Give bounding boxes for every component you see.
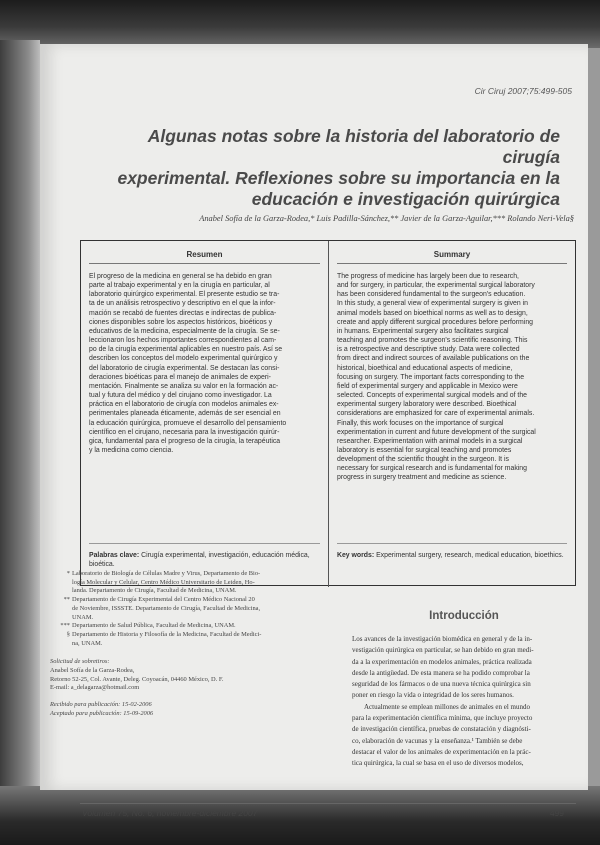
palabras-clave <box>89 551 320 569</box>
text-line: del laboratorio de cirugía experimental. Se destacan las consi- <box>89 364 280 372</box>
text-line: considerations are emphasized for care of experimental animals. <box>337 410 535 418</box>
text-line: la educación quirúrgica, promueve el desarrollo del pensamiento <box>89 419 287 427</box>
text-line: The progress of medicine has largely been due to research, <box>337 273 519 280</box>
footnote <box>50 622 292 631</box>
text-line: ciones disponibles sobre los aspectos históricos, bioéticos y <box>89 318 273 326</box>
text-line: is a retrospective and descriptive study. Data were collected <box>337 346 520 354</box>
text-line: teaching and promotes the surgeon's scientific reasoning. This <box>337 337 528 345</box>
reprint-line: E-mail: a_delagarza@hotmail.com <box>50 684 140 692</box>
footnote-line: logía Molecular y Celular, Centro Médico Universitario de Leiden, Ho- <box>72 578 255 586</box>
text-line: parte al trabajo experimental y en la cirugía en particular, al <box>89 282 270 290</box>
summary-column <box>329 241 575 587</box>
footer-divider <box>80 803 576 804</box>
text-line: field of experimental surgery and applicable in Mexico were <box>337 382 518 390</box>
text-line: animal models based on bioethical norms as well as to design, <box>337 309 528 317</box>
reprint-line: Retorno 52-25, Col. Avante, Deleg. Coyoacán, 04460 México, D. F. <box>50 675 224 683</box>
reprint-request <box>50 658 292 693</box>
text-line: experimental surgery laboratory were described. Bioethical <box>337 401 517 409</box>
footnote-line: Departamento de Salud Pública, Facultad de Medicina, UNAM. <box>72 622 236 630</box>
text-line: perimentales planeada éticamente, además de ser esencial en <box>89 410 281 418</box>
resumen-column <box>81 241 329 587</box>
text-line: describen los conceptos del modelo experimental quirúrgico y <box>89 355 278 363</box>
introduccion-text <box>352 634 578 770</box>
affiliation-footnotes <box>50 570 292 719</box>
keywords-divider <box>337 543 567 544</box>
text-line: poner en riesgo la vida o integridad de los seres humanos. <box>352 691 514 700</box>
footnote-line: Laboratorio de Biología de Células Madre y Virus, Departamento de Bio- <box>72 570 261 577</box>
text-line: po de la cirugía experimental aplicables en nuestro país. Así se <box>89 346 283 354</box>
text-line: from direct and indirect sources of available publications on the <box>337 355 530 363</box>
summary-text <box>337 272 567 483</box>
key-words <box>337 551 567 560</box>
text-line: práctica en el laboratorio de cirugía con modelos animales ex- <box>89 401 279 409</box>
text-line: seguridad de los fármacos o de una nueva técnica quirúrgica sin <box>352 680 531 689</box>
reprint-line: Anabel Sofía de la Garza-Rodea, <box>50 667 135 675</box>
text-line: focusing on surgery. The important facts corresponding to the <box>337 373 525 381</box>
reprint-label: Solicitud de sobretiros: <box>50 658 110 666</box>
text-line: and for surgery, in particular, the experimental surgical laboratory <box>337 282 535 290</box>
text-line: Actualmente se emplean millones de animales en el mundo <box>364 702 531 711</box>
text-line: necessary for surgical research and is fundamental for making <box>337 465 527 473</box>
text-line: vestigación quirúrgica en particular, se han debido en gran medi- <box>352 646 534 655</box>
footnote-mark: *** <box>60 622 70 630</box>
text-line: destacar el valor de los animales de experimentación en la prác- <box>352 747 531 756</box>
title-line: experimental. Reflexiones sobre su importancia en la <box>117 168 560 188</box>
text-line: laboratory is essential for surgical teaching and promotes <box>337 446 512 454</box>
keywords-value: Experimental surgery, research, medical education, bioethics. <box>376 552 564 559</box>
text-line: historical, bioethical and educational aspects of medicine, <box>337 364 513 372</box>
text-line: has been considered fundamental to the surgeon's education. <box>337 291 526 299</box>
publication-dates <box>50 701 292 718</box>
text-line: Los avances de la investigación biomédica en general y de la in- <box>352 635 533 643</box>
heading-divider <box>89 263 320 264</box>
text-line: mentación. Finalmente se analiza su valor en la formación ac- <box>89 382 279 390</box>
text-line: researcher. Experimentation with animal models in a surgical <box>337 437 523 445</box>
text-line: científico en el cirujano, necesaria para la investigación quirúr- <box>89 428 280 436</box>
text-line: Finally, this work focuses on the importance of surgical <box>337 419 504 427</box>
accepted-date: Aceptado para publicación: 15-09-2006 <box>50 709 154 717</box>
text-line: da a la experimentación en modelos animales, práctica realizada <box>352 657 532 666</box>
text-line: development of the scientific thought in the surgeon. It is <box>337 456 509 464</box>
title-line: Algunas notas sobre la historia del laboratorio de cirugía <box>147 126 560 167</box>
text-line: El progreso de la medicina en general se ha debido en gran <box>89 273 272 280</box>
text-line: y la medicina como ciencia. <box>89 446 174 454</box>
text-line: educativos de la medicina, especialmente de la cirugía. Se se- <box>89 327 280 335</box>
scan-dark-edge-left <box>0 40 40 800</box>
footnote-mark: ** <box>63 596 70 604</box>
text-line: ta de un análisis retrospectivo y descriptivo en el que la infor- <box>89 300 276 308</box>
article-title <box>110 126 560 210</box>
resumen-heading: Resumen <box>186 250 223 259</box>
author-list: Anabel Sofía de la Garza-Rodea,* Luis Padilla-Sánchez,** Javier de la Garza-Aguilar,*** Rolando Neri-Vela§ <box>199 214 574 223</box>
footnote-line: de Noviembre, ISSSTE. Departamento de Cirugía, Facultad de Medicina, <box>72 604 261 612</box>
footnote-line: na, UNAM. <box>72 639 103 647</box>
text-line: progress in surgery treatment and medicine as science. <box>337 474 507 482</box>
text-line: create and apply different surgical procedures before performing <box>337 318 533 326</box>
text-line: desde la antigüedad. De esta manera se ha podido comprobar la <box>352 668 530 677</box>
footnote <box>50 596 292 622</box>
text-line: de investigación científica, pruebas de constatación y diagnósti- <box>352 725 531 734</box>
journal-reference: Cir Ciruj 2007;75:499-505 <box>474 86 572 96</box>
keywords-label: Key words: <box>337 552 375 559</box>
footnote-line: Departamento de Cirugía Experimental del Centro Médico Nacional 20 <box>72 596 255 604</box>
text-line: in humans. Experimental surgery also facilitates surgical <box>337 327 509 335</box>
text-line: co, elaboración de vacunas y la enseñanza.¹ También se debe <box>352 736 523 745</box>
abstract-box <box>80 240 576 586</box>
keywords-divider <box>89 543 320 544</box>
text-line: selected. Concepts of experimental surgical models and of the <box>337 392 527 400</box>
text-line: experimentation in current and future development of the surgical <box>337 428 536 436</box>
footnote-mark: * <box>66 570 70 577</box>
issue-info: Volumen 75, No. 6, noviembre-diciembre 2007 <box>82 808 258 818</box>
footnote-line: landa. Departamento de Cirugía, Facultad de Medicina, UNAM. <box>72 587 237 595</box>
summary-heading: Summary <box>433 250 471 259</box>
received-date: Recibido para publicación: 15-02-2006 <box>50 701 152 709</box>
scan-dark-edge-top <box>0 0 600 48</box>
keywords-label: Palabras clave: <box>89 552 140 559</box>
heading-divider <box>337 263 567 264</box>
footnote-line: UNAM. <box>72 613 94 621</box>
text-line: mación se recabó de fuentes directas e indirectas de publica- <box>89 309 277 317</box>
title-line: educación e investigación quirúrgica <box>251 189 560 209</box>
text-line: para la experimentación científica mínima, que incluye proyecto <box>352 714 533 723</box>
text-line: laboratorio quirúrgico experimental. El presente estudio se tra- <box>89 291 280 299</box>
footnote-line: Departamento de Historia y Filosofía de la Medicina, Facultad de Medici- <box>72 630 262 638</box>
introduccion-heading: Introducción <box>429 610 499 622</box>
footnote <box>50 631 292 648</box>
footnote-mark: § <box>66 630 70 638</box>
text-line: In this study, a general view of experimental surgery is given in <box>337 300 528 308</box>
resumen-text <box>89 272 320 455</box>
text-line: gica, fundamental para el progreso de la cirugía, la terapéutica <box>89 437 281 445</box>
text-line: tual y futura del médico y del cirujano como investigador. La <box>89 392 272 400</box>
text-line: leccionaron los hechos importantes correspondientes al cam- <box>89 337 277 345</box>
page-number: 499 <box>549 808 564 818</box>
text-line: tica quirúrgica, la cual se basa en el uso de diversos modelos, <box>352 759 524 768</box>
text-line: deraciones bioéticas para el manejo de animales de experi- <box>89 373 271 381</box>
keywords-value: Cirugía experimental, investigación, educación médica, bioética. <box>89 552 310 568</box>
footnote <box>50 570 292 596</box>
